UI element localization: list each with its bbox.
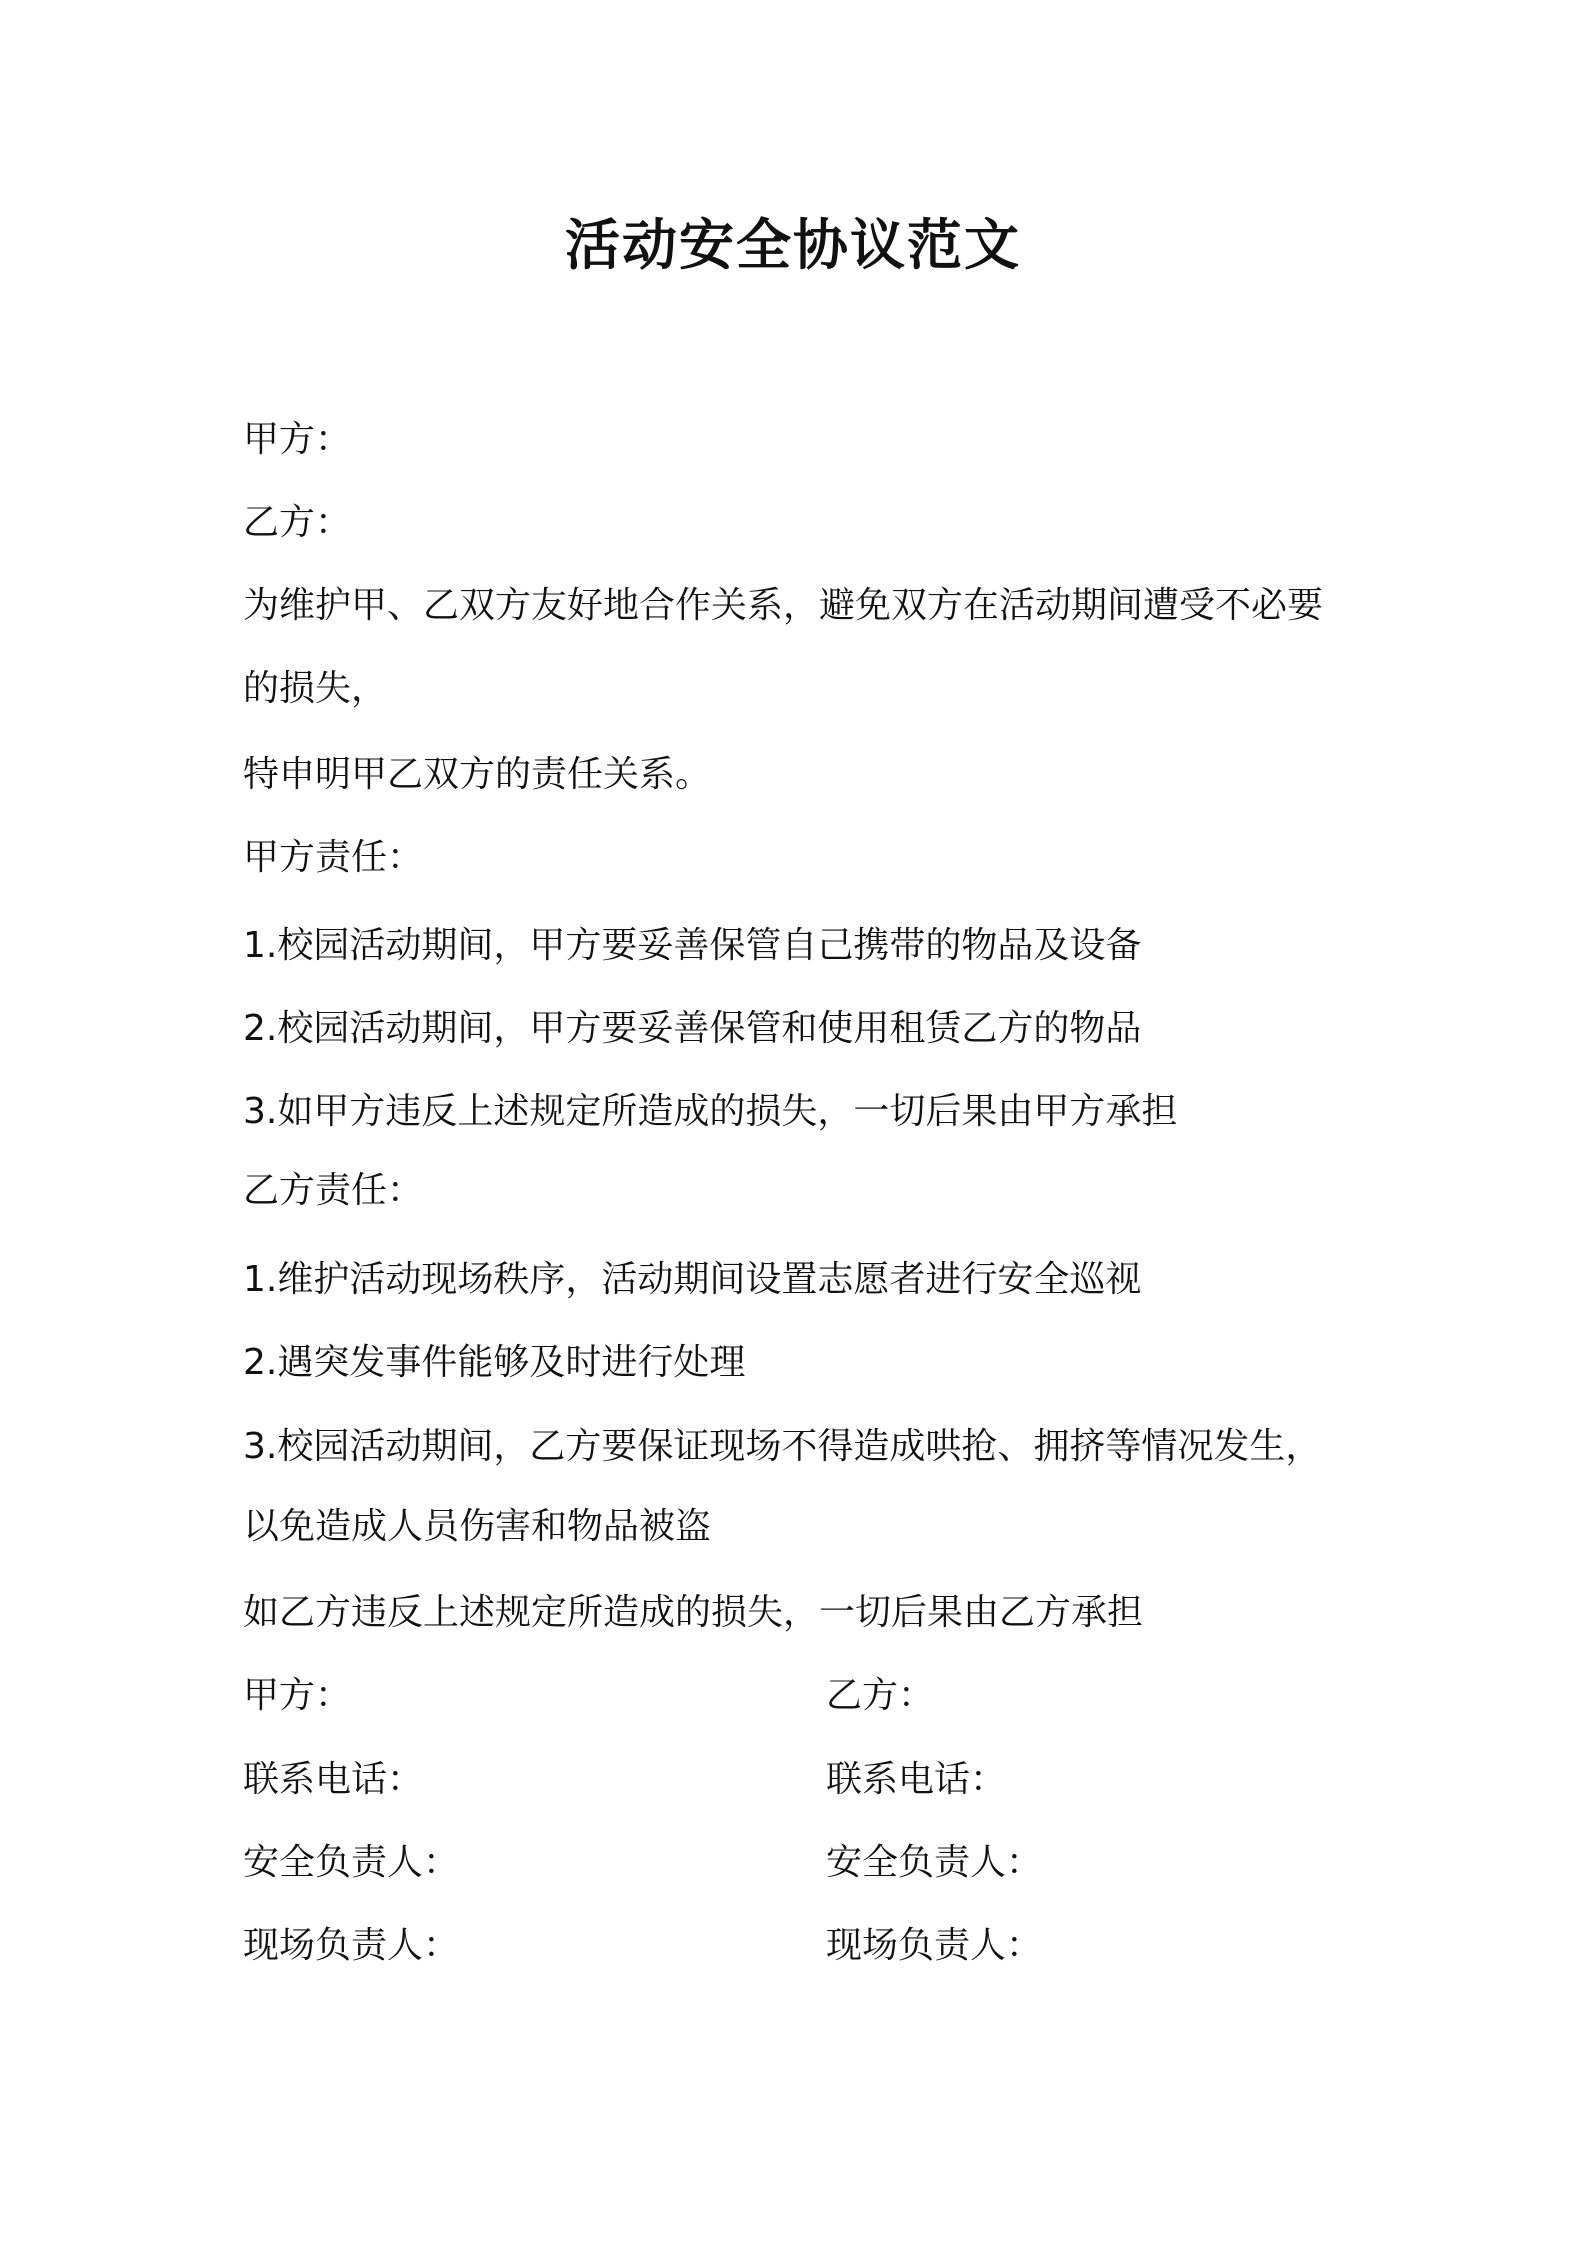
intro-line-2: 的损失， (243, 668, 388, 709)
party-a-label: 甲方： (243, 419, 352, 460)
party-b-duty-item: 1.维护活动现场秩序，活动期间设置志愿者进行安全巡视 (243, 1259, 1142, 1300)
sign-party-a-site-lead-label: 现场负责人： (243, 1925, 460, 1966)
party-b-duty-item: 3.校园活动期间，乙方要保证现场不得造成哄抢、拥挤等情况发生， (243, 1426, 1322, 1467)
sign-party-a-label: 甲方： (243, 1675, 352, 1716)
sign-party-b-label: 乙方： (826, 1675, 935, 1716)
party-b-duty-item: 2.遇突发事件能够及时进行处理 (243, 1342, 746, 1383)
party-b-duty-heading: 乙方责任： (243, 1170, 424, 1211)
sign-party-b-phone-label: 联系电话： (826, 1759, 1007, 1800)
sign-party-a-safety-lead-label: 安全负责人： (243, 1842, 460, 1883)
intro-line-1: 为维护甲、乙双方友好地合作关系，避免双方在活动期间遭受不必要 (243, 585, 1324, 626)
party-a-duty-item: 2.校园活动期间，甲方要妥善保管和使用租赁乙方的物品 (243, 1008, 1142, 1049)
intro-line-3: 特申明甲乙双方的责任关系。 (243, 754, 712, 795)
party-a-duty-item: 3.如甲方违反上述规定所造成的损失，一切后果由甲方承担 (243, 1091, 1178, 1132)
document-title: 活动安全协议范文 (564, 213, 1021, 277)
party-a-duty-item: 1.校园活动期间，甲方要妥善保管自己携带的物品及设备 (243, 925, 1142, 966)
sign-party-b-safety-lead-label: 安全负责人： (826, 1842, 1043, 1883)
sign-party-a-phone-label: 联系电话： (243, 1759, 424, 1800)
party-a-duty-heading: 甲方责任： (243, 837, 424, 878)
sign-party-b-site-lead-label: 现场负责人： (826, 1925, 1043, 1966)
party-b-liability: 如乙方违反上述规定所造成的损失，一切后果由乙方承担 (243, 1592, 1144, 1633)
party-b-label: 乙方： (243, 502, 352, 543)
party-b-duty-item-continued: 以免造成人员伤害和物品被盗 (243, 1506, 712, 1547)
